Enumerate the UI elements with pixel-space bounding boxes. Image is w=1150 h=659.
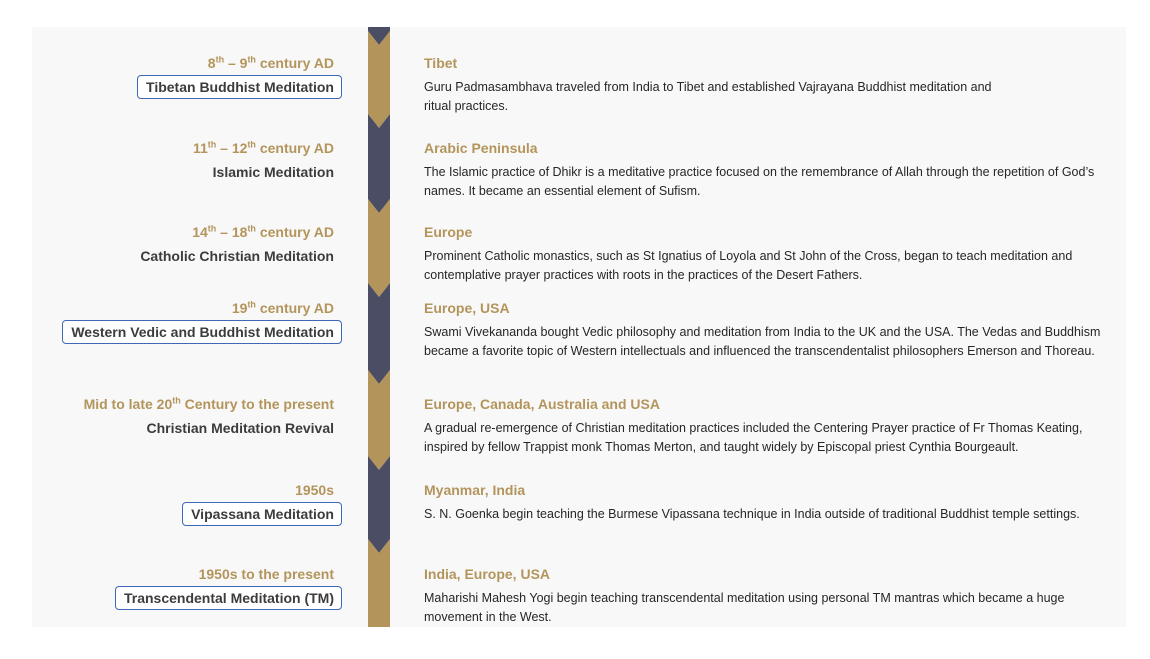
entry-date: 19th century AD bbox=[231, 299, 334, 316]
entry-title-highlighted[interactable]: Transcendental Meditation (TM) bbox=[115, 586, 342, 610]
entry-title-highlighted[interactable]: Vipassana Meditation bbox=[182, 502, 342, 526]
spine-chevron-segment bbox=[368, 283, 390, 384]
entry-date: Mid to late 20th Century to the present bbox=[83, 395, 334, 412]
entry-region: India, Europe, USA bbox=[424, 566, 551, 582]
entry-description: The Islamic practice of Dhikr is a meditative practice focused on the remembrance of Allah through the repetition of God’s names. It became an essential element of Sufism. bbox=[424, 165, 1095, 198]
entry-title: Catholic Christian Meditation bbox=[140, 248, 334, 264]
entry-date: 14th – 18th century AD bbox=[192, 223, 334, 240]
spine-chevron-segment bbox=[368, 114, 390, 213]
entry-region: Europe, USA bbox=[424, 300, 510, 316]
entry-region: Arabic Peninsula bbox=[424, 140, 538, 156]
entry-description: Guru Padmasambhava traveled from India to Tibet and established Vajrayana Buddhist meditation and ritual practices. bbox=[424, 80, 992, 113]
entry-region: Europe, Canada, Australia and USA bbox=[424, 396, 660, 412]
entry-description: Swami Vivekananda bought Vedic philosophy and meditation from India to the UK and the USA. The Vedas and Buddhism became a favorite topic of Western intellectuals and influenced the transcendentalist philosophers Emerson and Thoreau. bbox=[424, 325, 1101, 358]
entry-region: Tibet bbox=[424, 55, 458, 71]
entry-date: 8th – 9th century AD bbox=[207, 54, 334, 71]
spine-chevron-segment bbox=[368, 199, 390, 297]
entry-title-highlighted[interactable]: Western Vedic and Buddhist Meditation bbox=[62, 320, 342, 344]
spine-chevron-segment bbox=[368, 370, 390, 470]
entry-title: Islamic Meditation bbox=[212, 164, 334, 180]
entry-description: Maharishi Mahesh Yogi begin teaching transcendental meditation using personal TM mantras which became a huge movement in the West. bbox=[424, 591, 1065, 624]
spine-chevron-segment bbox=[368, 31, 390, 128]
entry-region: Myanmar, India bbox=[424, 482, 526, 498]
entry-description: S. N. Goenka begin teaching the Burmese Vipassana technique in India outside of traditional Buddhist temple settings. bbox=[424, 507, 1080, 521]
entry-date: 1950s bbox=[295, 482, 334, 498]
entry-date: 1950s to the present bbox=[198, 566, 334, 582]
entry-title: Christian Meditation Revival bbox=[146, 420, 334, 436]
spine-chevron-segment bbox=[368, 456, 390, 553]
entry-region: Europe bbox=[424, 224, 473, 240]
entry-description: A gradual re-emergence of Christian meditation practices included the Centering Prayer practice of Fr Thomas Keating, inspired by fellow Trappist monk Thomas Merton, and taught widely by Episcopal priest Cynthia Bourgeault. bbox=[424, 421, 1083, 454]
entry-description: Prominent Catholic monastics, such as St Ignatius of Loyola and St John of the Cross, began to teach meditation and contemplative prayer practices with roots in the practices of the Desert Fathers. bbox=[424, 249, 1073, 282]
entry-date: 11th – 12th century AD bbox=[192, 139, 334, 156]
entry-title-highlighted[interactable]: Tibetan Buddhist Meditation bbox=[137, 75, 342, 99]
